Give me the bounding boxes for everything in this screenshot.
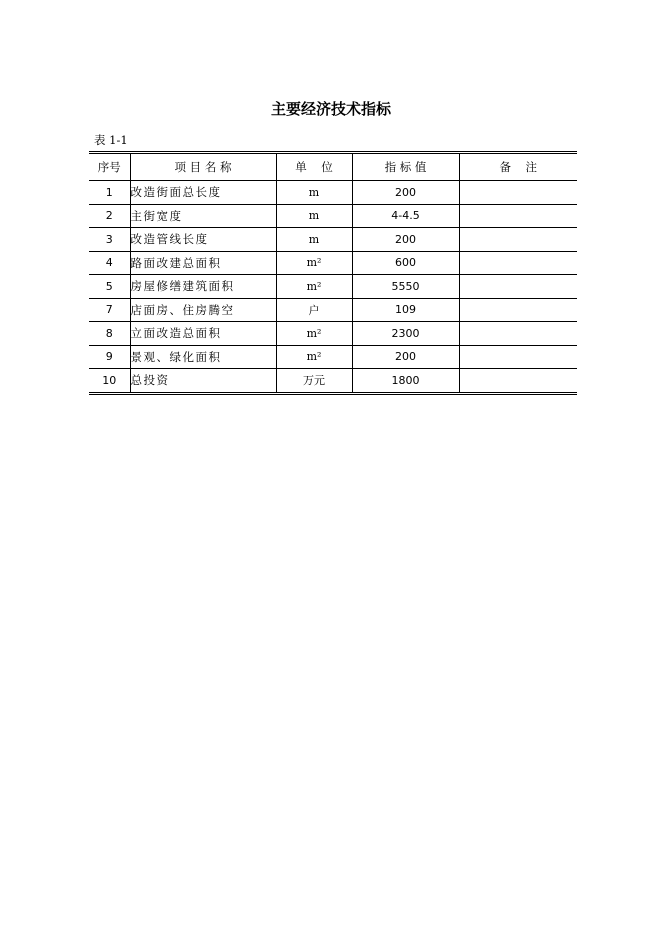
cell-note [459,369,577,392]
cell-no: 9 [89,345,130,369]
cell-value: 1800 [352,369,459,392]
cell-no: 1 [89,181,130,205]
cell-no: 4 [89,251,130,275]
cell-value: 200 [352,345,459,369]
cell-no: 2 [89,204,130,228]
cell-no: 3 [89,228,130,252]
cell-name: 店面房、住房腾空 [130,298,276,322]
cell-name: 景观、绿化面积 [130,345,276,369]
cell-note [459,181,577,205]
cell-note [459,298,577,322]
cell-name: 路面改建总面积 [130,251,276,275]
cell-unit: m [276,181,352,205]
table-row [89,322,577,346]
cell-value: 4-4.5 [352,204,459,228]
cell-unit: m² [276,345,352,369]
table-row [89,275,577,299]
header-note: 备 注 [459,154,577,181]
table-row [89,298,577,322]
table-row [89,204,577,228]
cell-note [459,322,577,346]
cell-note [459,251,577,275]
cell-unit: m² [276,251,352,275]
cell-name: 主街宽度 [130,204,276,228]
cell-note [459,228,577,252]
table-row [89,251,577,275]
cell-no: 10 [89,369,130,392]
header-unit: 单 位 [276,154,352,181]
table-caption: 表 1-1 [94,133,128,147]
indicators-table [89,154,577,392]
table-row [89,228,577,252]
cell-unit: m² [276,322,352,346]
cell-value: 200 [352,181,459,205]
cell-no: 5 [89,275,130,299]
cell-note [459,345,577,369]
header-name: 项 目 名 称 [130,154,276,181]
table-row [89,181,577,205]
cell-name: 立面改造总面积 [130,322,276,346]
document-title: 主要经济技术指标 [270,100,391,118]
cell-name: 改造管线长度 [130,228,276,252]
cell-note [459,275,577,299]
table-header-row [89,154,577,181]
cell-unit: m² [276,275,352,299]
cell-note [459,204,577,228]
cell-value: 5550 [352,275,459,299]
cell-unit: m [276,204,352,228]
cell-value: 200 [352,228,459,252]
cell-value: 2300 [352,322,459,346]
cell-value: 600 [352,251,459,275]
cell-no: 7 [89,298,130,322]
indicators-table-frame [89,151,577,395]
table-row [89,369,577,392]
cell-name: 房屋修缮建筑面积 [130,275,276,299]
cell-unit: 万元 [276,369,352,392]
cell-value: 109 [352,298,459,322]
cell-name: 总投资 [130,369,276,392]
cell-no: 8 [89,322,130,346]
header-no: 序号 [89,154,130,181]
cell-name: 改造街面总长度 [130,181,276,205]
table-row [89,345,577,369]
header-value: 指 标 值 [352,154,459,181]
cell-unit: m [276,228,352,252]
cell-unit: 户 [276,298,352,322]
